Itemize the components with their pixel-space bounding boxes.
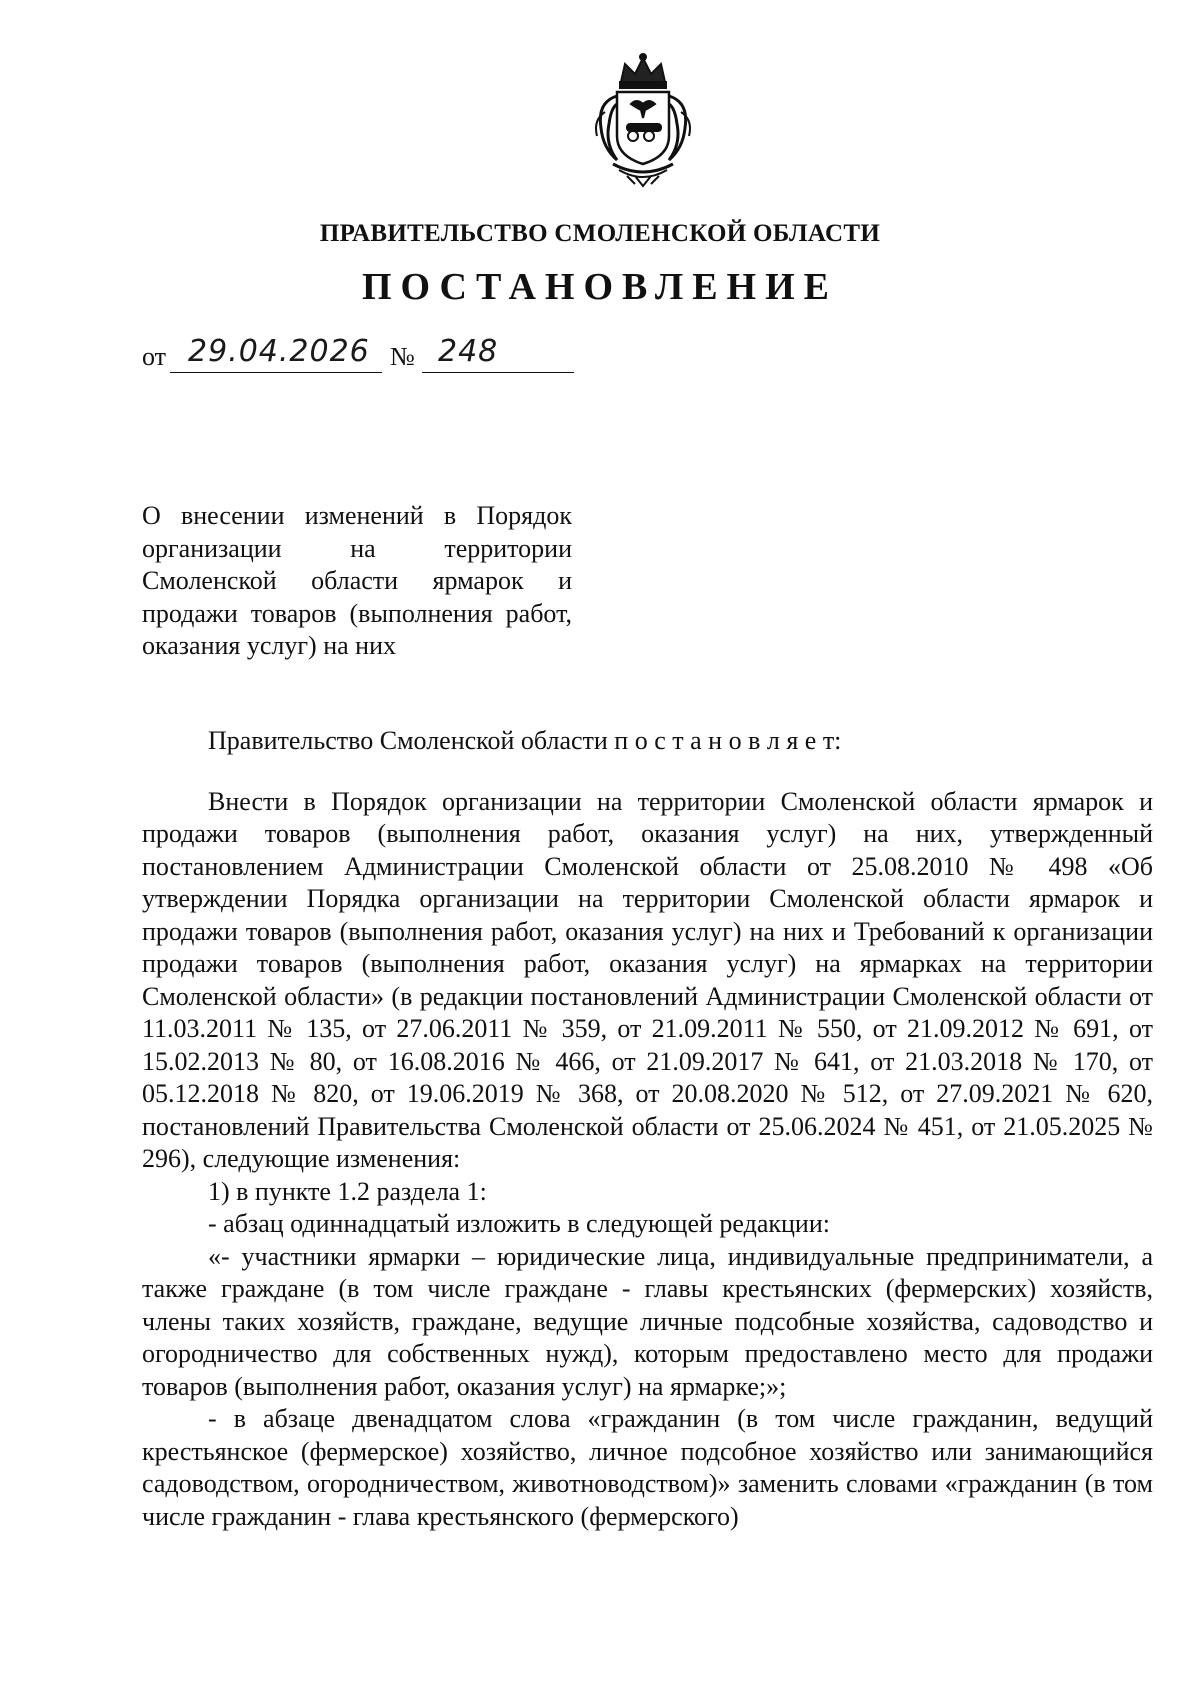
document-type: ПОСТАНОВЛЕНИЕ	[361, 266, 839, 308]
coat-of-arms-emblem	[583, 52, 703, 190]
body-paragraph: Внести в Порядок организации на территории Смоленской области ярмарок и продажи товаров (выполнения работ, оказания услуг) на них, утвержденный постановлением Администрации Смоленской области от 25.08.2010 № 498 «Об утверждении Порядка организации на территории Смоленской области ярмарок и продажи товаров (выполнения работ, оказания услуг) на них и Требований к организации продажи товаров (выполнения работ, оказания услуг) на ярмарках на территории Смоленской области» (в редакции постановлений Администрации Смоленской области от 11.03.2011 № 135, от 27.06.2011 № 359, от 21.09.2011 № 550, от 21.09.2012 № 691, от 15.02.2013 № 80, от 16.08.2016 № 466, от 21.09.2017 № 641, от 21.03.2018 № 170, от 05.12.2018 № 820, от 19.06.2019 № 368, от 20.08.2020 № 512, от 27.09.2021 № 620, постановлений Правительства Смоленской области от 25.06.2024 № 451, от 21.05.2025 № 296), следующие изменения:	[142, 786, 1153, 1173]
document-title: О внесении изменений в Порядок организации на территории Смоленской области ярмарок и продажи товаров (выполнения работ, оказания услуг) на них	[142, 501, 572, 660]
number-underline	[422, 372, 574, 373]
document-body	[142, 725, 1153, 1533]
body-paragraph: - в абзаце двенадцатом слова «гражданин (в том числе гражданин, ведущий крестьянское (фермерское) хозяйство, личное подсобное хозяйство или занимающийся садоводством, огородничеством, животноводством)» заменить словами «гражданин (в том числе гражданин - глава крестьянского (фермерского)	[142, 1404, 1153, 1531]
handwritten-date: 29.04.2026	[188, 334, 370, 369]
body-paragraph: - абзац одиннадцатый изложить в следующей редакции:	[208, 1209, 830, 1238]
number-prefix: №	[390, 342, 415, 371]
date-prefix: от	[142, 342, 167, 371]
government-name: ПРАВИТЕЛЬСТВО СМОЛЕНСКОЙ ОБЛАСТИ	[319, 220, 881, 247]
handwritten-number: 248	[438, 334, 499, 369]
date-number-line	[142, 334, 582, 382]
date-underline	[170, 372, 382, 373]
body-paragraph: «- участники ярмарки – юридические лица, индивидуальные предприниматели, а также граждане (в том числе граждане - главы крестьянских (фермерских) хозяйств, члены таких хозяйств, граждане, ведущие личные подсобные хозяйства, садоводство и огородничество для собственных нужд), которым предоставлено место для продажи товаров (выполнения работ, оказания услуг) на ярмарке;»;	[142, 1241, 1153, 1401]
preamble: Правительство Смоленской области п о с т а н о в л я е т:	[208, 726, 842, 755]
body-paragraph: 1) в пункте 1.2 раздела 1:	[208, 1176, 487, 1206]
